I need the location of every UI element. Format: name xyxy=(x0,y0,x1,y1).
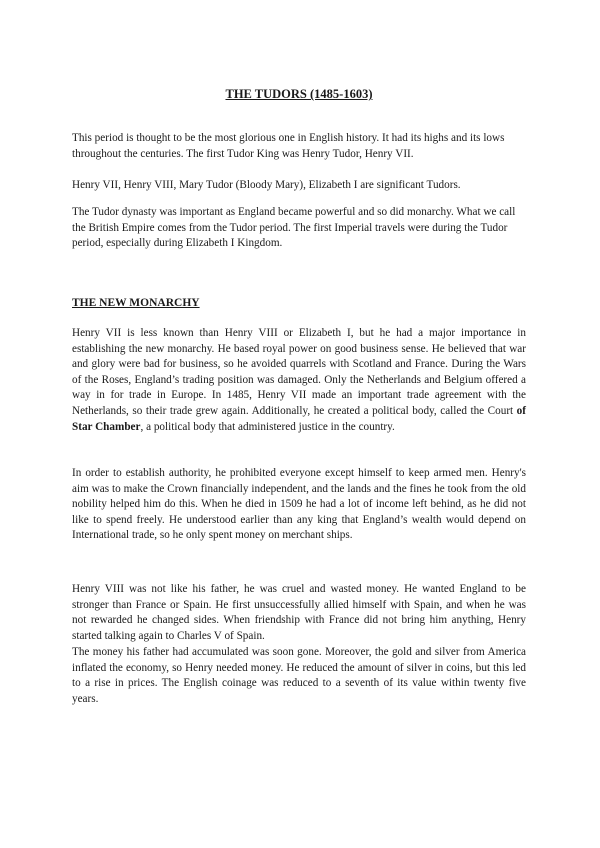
intro-paragraph-1: This period is thought to be the most glorious one in English history. It had its highs and its lows throughout the centuries. The first Tudor King was Henry Tudor, Henry VII. xyxy=(72,132,505,160)
paragraph-authority: In order to establish authority, he prohibited everyone except himself to keep armed men. Henry's aim was to make the Crown financially independent, and the lands and the fines he took from the old nobility helped him do this. When he died in 1509 he had a lot of income left behind, as he did not like to spend freely. He understood earlier than any king that England’s wealth would depend on International trade, so he only spent money on merchant ships. xyxy=(72,467,526,542)
section-heading-new-monarchy: THE NEW MONARCHY xyxy=(72,297,200,309)
paragraph-henry-viii: Henry VIII was not like his father, he was cruel and wasted money. He wanted England to be stronger than France or Spain. He first unsuccessfully allied himself with Spain, and when he was not rewarded he changed sides. When friendship with France did not bring him anything, Henry started talking again to Charles V of Spain. xyxy=(72,583,526,642)
intro-paragraph-2: Henry VII, Henry VIII, Mary Tudor (Bloody Mary), Elizabeth I are significant Tudors. xyxy=(72,179,461,191)
star-chamber-emphasis: of Star Chamber xyxy=(72,404,526,433)
intro-paragraph-3: The Tudor dynasty was important as England became powerful and so did monarchy. What we call the British Empire comes from the Tudor period. The first Imperial travels were during the Tudor period, especially during Elizabeth I Kingdom. xyxy=(72,206,516,250)
paragraph-money: The money his father had accumulated was soon gone. Moreover, the gold and silver from America inflated the economy, so Henry needed money. He reduced the amount of silver in coins, but this led to a rise in prices. The English coinage was reduced to a seventh of its value within twenty five years. xyxy=(72,646,526,705)
paragraph-henry-vii-text: Henry VII is less known than Henry VIII or Elizabeth I, but he had a major importance in establishing the new monarchy. He based royal power on good business sense. He believed that war and glory were bad for business, so he avoided quarrels with Scotland and France. During the Wars of the Roses, England’s trading position was damaged. Only the Netherlands and Belgium offered a way in for trade in Europe. In 1485, Henry VII made an important trade agreement with the Netherlands, so their trade grew again. Additionally, he created a political body, called the Court xyxy=(72,327,526,417)
paragraph-henry-vii xyxy=(72,326,526,435)
paragraph-henry-vii-end: , a political body that administered justice in the country. xyxy=(140,420,395,433)
document-title: THE TUDORS (1485-1603) xyxy=(225,87,373,101)
